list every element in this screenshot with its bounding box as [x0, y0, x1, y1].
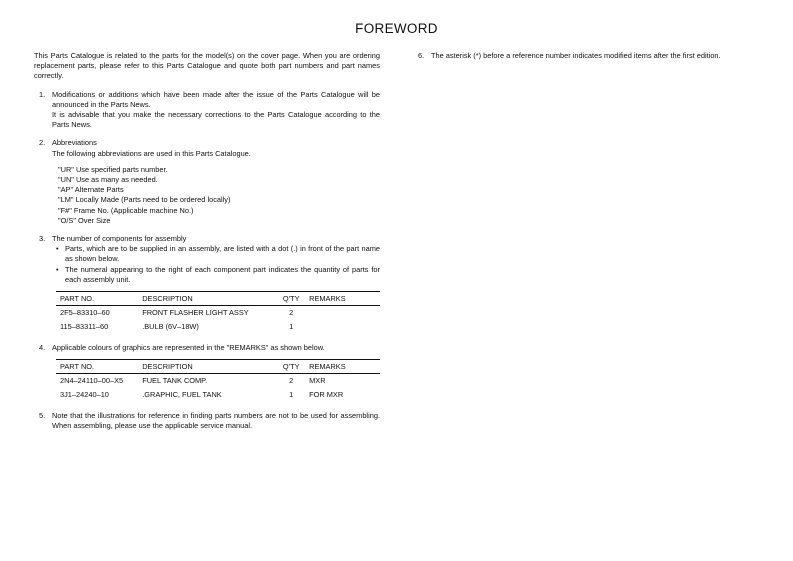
item-number: 5. [39, 411, 46, 421]
item-5-text: Note that the illustrations for reference in finding parts numbers are not to be used for assembling. When assembling, please use the applicable service manual. [52, 411, 380, 431]
item-6-text: The asterisk (*) before a reference number indicates modified items after the first edition. [431, 51, 721, 60]
abbreviation-item: "AP" Alternate Parts [58, 185, 124, 195]
bullet-item [52, 244, 380, 264]
abbreviation-item: "UR" Use specified parts number. [58, 164, 168, 174]
bullet-item [52, 265, 380, 285]
quantity-cell: 1 [289, 390, 294, 400]
item-number: 1. [39, 89, 46, 99]
bullet-text: Parts, which are to be supplied in an assembly, are listed with a dot (.) in front of the part name as shown below. [65, 244, 380, 264]
column-header: DESCRIPTION [138, 360, 275, 374]
item-1-line-1: Modifications or additions which have been made after the issue of the Parts Catalogue will be announced in the Parts News. [52, 89, 380, 109]
column-header: DESCRIPTION [138, 292, 275, 306]
description-cell: FUEL TANK COMP. [142, 376, 208, 386]
quantity-cell: 2 [289, 308, 294, 318]
table-row [56, 320, 380, 335]
item-number: 3. [39, 234, 46, 244]
column-header: PART NO. [56, 360, 138, 374]
column-header: PART NO. [56, 292, 138, 306]
table-header-row [56, 292, 380, 306]
column-header: Q'TY [275, 360, 305, 374]
abbreviation-item: "LM" Locally Made (Parts need to be ordered locally) [58, 195, 231, 205]
foreword-item-6 [413, 51, 763, 61]
item-2-text: The following abbreviations are used in this Parts Catalogue. [52, 148, 251, 158]
part-number-cell: 2F5–83310–60 [60, 308, 110, 318]
remarks-cell: MXR [309, 376, 326, 386]
remarks-cell: FOR MXR [309, 390, 344, 400]
item-number: 6. [418, 51, 425, 60]
part-number-cell: 115–83311–60 [60, 322, 109, 332]
foreword-item-2 [34, 138, 380, 226]
remarks-cell [305, 320, 380, 335]
item-number: 2. [39, 138, 46, 148]
left-column [34, 51, 380, 432]
foreword-item-3 [34, 234, 380, 335]
table-row [56, 388, 380, 403]
part-number-cell: 2N4–24110–00–X5 [60, 376, 124, 386]
column-header: REMARKS [305, 292, 380, 306]
abbreviation-list [52, 165, 380, 226]
abbreviation-item: "O/S" Over Size [58, 215, 111, 225]
part-number-cell: 3J1–24240–10 [60, 390, 109, 400]
page-title: FOREWORD [355, 21, 438, 36]
quantity-cell: 2 [289, 376, 294, 386]
bullet-text: The numeral appearing to the right of each component part indicates the quantity of parts for each assembly unit. [65, 264, 380, 284]
abbreviation-item: "UN" Use as many as needed. [58, 175, 158, 185]
item-4-heading: Applicable colours of graphics are represented in the "REMARKS" as shown below. [52, 343, 325, 353]
description-cell: FRONT FLASHER LIGHT ASSY [142, 308, 249, 318]
abbreviation-item: "F#" Frame No. (Applicable machine No.) [58, 205, 194, 215]
table-row [56, 374, 380, 389]
foreword-item-1 [34, 90, 380, 131]
item-2-heading: Abbreviations [52, 138, 97, 148]
table-header-row [56, 360, 380, 374]
assembly-example-table [56, 291, 380, 335]
column-header: REMARKS [305, 360, 380, 374]
column-header: Q'TY [275, 292, 305, 306]
item-1-line-2: It is advisable that you make the necessary corrections to the Parts Catalogue according to the Parts News. [52, 110, 380, 130]
foreword-item-5 [34, 411, 380, 431]
intro-paragraph: This Parts Catalogue is related to the parts for the model(s) on the cover page. When you are ordering replacement parts, please refer to this Parts Catalogue and quote both part numbers and part names correctly. [34, 51, 380, 81]
foreword-item-4 [34, 343, 380, 403]
table-row [56, 306, 380, 321]
remarks-cell [305, 306, 380, 321]
graphics-colour-table [56, 359, 380, 403]
item-3-heading: The number of components for assembly [52, 234, 187, 244]
description-cell: .GRAPHIC, FUEL TANK [142, 390, 222, 400]
quantity-cell: 1 [289, 322, 294, 332]
item-number: 4. [39, 343, 46, 353]
bullet-icon: • [56, 264, 59, 274]
description-cell: .BULB (6V–18W) [142, 322, 199, 332]
bullet-icon: • [56, 244, 59, 254]
right-column [413, 51, 763, 61]
